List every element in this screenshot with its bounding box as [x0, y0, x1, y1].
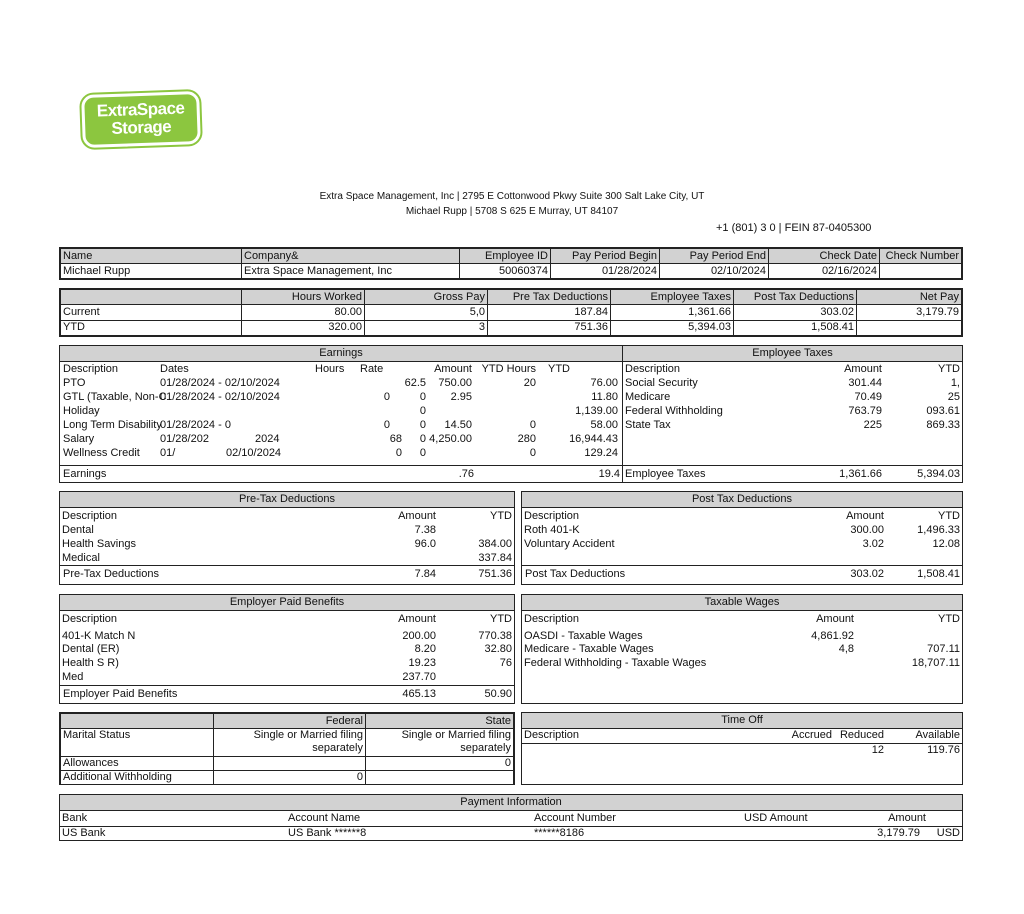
tax-col-header: Amount	[844, 363, 882, 375]
summary-header	[61, 290, 242, 305]
employee-info-table	[59, 247, 963, 280]
pretax-total-row: Pre-Tax Deductions 7.84 751.36	[60, 565, 514, 584]
tax-row: State Tax 225 869.33	[625, 419, 960, 431]
posttax-row: Roth 401-K 300.00 1,496.33	[524, 524, 960, 536]
summary-header: Post Tax Deductions	[734, 290, 857, 305]
pretax-row: Dental 7.38	[62, 524, 436, 536]
earnings-row: Salary 01/28/202 2024 68 0 4,250.00 280 16,944.43	[63, 433, 618, 445]
info-header: Check Number	[880, 249, 962, 264]
company-address: Extra Space Management, Inc | 2795 E Cottonwood Pkwy Suite 300 Salt Lake City, UT	[319, 191, 705, 202]
pay-summary-table	[59, 288, 963, 337]
info-header: Name	[61, 249, 242, 264]
summary-cell: 5,394.03	[611, 320, 734, 335]
summary-header: Hours Worked	[242, 290, 365, 305]
summary-cell: 3	[365, 320, 488, 335]
withholding-row: Additional Withholding 0	[61, 771, 514, 785]
pretax-row: Medical 337.84	[62, 552, 512, 564]
tax-col-header: YTD	[938, 363, 960, 375]
pretax-row: Health Savings 96.0 384.00	[62, 538, 512, 550]
summary-cell: YTD	[61, 320, 242, 335]
withholding-section: Federal State Marital Status Single or Married filing separately Single or Married filing separately Allowances 0 Additional Withholding 0	[59, 712, 515, 785]
summary-cell: 1,508.41	[734, 320, 857, 335]
earnings-col-header: Description	[63, 363, 119, 375]
company-logo: ExtraSpace Storage	[81, 91, 201, 148]
employer-total-row: Employer Paid Benefits 465.13 50.90	[60, 685, 514, 703]
taxes-total-row: Employee Taxes 1,361.66 5,394.03	[623, 465, 962, 484]
summary-cell: Current	[61, 305, 242, 320]
tax-col-header: Description	[625, 363, 681, 375]
posttax-title: Post Tax Deductions	[522, 492, 962, 508]
earnings-col-header: YTD	[548, 363, 570, 375]
info-header: Employee ID	[460, 249, 551, 264]
earnings-taxes-section	[59, 345, 963, 483]
employee-taxes-list	[623, 363, 962, 433]
earnings-total-row: Earnings .76 19.4	[60, 465, 622, 484]
summary-cell: 303.02	[734, 305, 857, 320]
summary-header: Pre Tax Deductions	[488, 290, 611, 305]
earnings-list	[60, 363, 620, 461]
posttax-total-row: Post Tax Deductions 303.02 1,508.41	[522, 565, 962, 584]
employer-row: 401-K Match N 200.00 770.38	[62, 630, 512, 642]
posttax-row: Voluntary Accident 3.02 12.08	[524, 538, 960, 550]
info-header: Pay Period End	[660, 249, 769, 264]
earnings-row: PTO 01/28/2024 - 02/10/2024 62.5 750.00 20 76.00	[63, 377, 618, 389]
summary-cell: 320.00	[242, 320, 365, 335]
info-header: Company&	[242, 249, 460, 264]
summary-header: Gross Pay	[365, 290, 488, 305]
info-value: Extra Space Management, Inc	[242, 264, 460, 279]
tax-row: Federal Withholding 763.79 093.61	[625, 405, 960, 417]
earnings-row: GTL (Taxable, Non-C 01/28/2024 - 02/10/2024 0 0 2.95 11.80	[63, 391, 618, 403]
info-value: 01/28/2024	[551, 264, 660, 279]
earnings-col-header: Hours	[315, 363, 345, 375]
employee-address: Michael Rupp | 5708 S 625 E Murray, UT 84107	[405, 206, 619, 217]
earnings-col-header: Amount	[434, 363, 472, 375]
tax-row: Social Security 301.44 1,	[625, 377, 960, 389]
info-header: Check Date	[769, 249, 880, 264]
info-value: 02/16/2024	[769, 264, 880, 279]
employer-benefits-section: Employer Paid Benefits Description Amount YTD 401-K Match N 200.00 770.38 Dental (ER) 8.20 32.80 Health S R) 19.23 76 Med 237.70 Employer Paid Benefits 465.13 50.90	[59, 594, 515, 704]
earnings-col-header: YTD Hours	[481, 363, 536, 375]
info-value: Michael Rupp	[61, 264, 242, 279]
taxable-row: Federal Withholding - Taxable Wages 18,707.11	[524, 657, 960, 669]
time-off-title: Time Off	[522, 713, 962, 729]
summary-cell	[857, 320, 962, 335]
taxable-wages-section: Taxable Wages Description Amount YTD OASDI - Taxable Wages 4,861.92 Medicare - Taxable Wages 4,8 707.11 Federal Withholding - Taxable Wages 18,707.11	[521, 594, 963, 704]
earnings-row: Long Term Disability 01/28/2024 - 0 0 0 14.50 0 58.00	[63, 419, 618, 431]
info-header: Pay Period Begin	[551, 249, 660, 264]
summary-cell: 187.84	[488, 305, 611, 320]
payment-title: Payment Information	[60, 795, 962, 811]
employer-row: Med 237.70	[62, 671, 436, 683]
pretax-deductions-section: Pre-Tax Deductions Description Amount YTD Dental 7.38 Health Savings 96.0 384.00 Medical 337.84 Pre-Tax Deductions 7.84 751.36	[59, 491, 515, 585]
summary-cell: 3,179.79	[857, 305, 962, 320]
pretax-title: Pre-Tax Deductions	[60, 492, 514, 508]
summary-cell: 80.00	[242, 305, 365, 320]
taxable-row: OASDI - Taxable Wages 4,861.92	[524, 630, 854, 642]
time-off-row: 12 119.76	[871, 744, 960, 756]
earnings-title: Earnings	[60, 346, 623, 361]
info-value: 02/10/2024	[660, 264, 769, 279]
earnings-col-header: Rate	[360, 363, 384, 375]
earnings-col-header: Dates	[160, 363, 189, 375]
earnings-row: Wellness Credit 01/ 02/10/2024 0 0 0 129.24	[63, 447, 618, 459]
employee-taxes-title: Employee Taxes	[752, 347, 833, 359]
taxable-title: Taxable Wages	[522, 595, 962, 611]
summary-cell: 751.36	[488, 320, 611, 335]
employer-title: Employer Paid Benefits	[60, 595, 514, 611]
earnings-row: Holiday 0 1,139.00	[63, 405, 618, 417]
payment-row: US Bank US Bank ******8 ******8186 3,179.79 USD	[62, 827, 960, 839]
summary-cell: 1,361.66	[611, 305, 734, 320]
taxable-row: Medicare - Taxable Wages 4,8 707.11	[524, 643, 960, 655]
posttax-deductions-section: Post Tax Deductions Description Amount YTD Roth 401-K 300.00 1,496.33 Voluntary Accident 3.02 12.08 Post Tax Deductions 303.02 1,508.41	[521, 491, 963, 585]
info-value	[880, 264, 962, 279]
withholding-row: Marital Status Single or Married filing separately Single or Married filing separately	[61, 729, 514, 757]
tax-row: Medicare 70.49 25	[625, 391, 960, 403]
summary-header: Net Pay	[857, 290, 962, 305]
payment-info-section: Payment Information Bank Account Name Account Number USD Amount Amount US Bank US Bank ******8 ******8186 3,179.79 USD	[59, 794, 963, 841]
withholding-row: Allowances 0	[61, 757, 514, 771]
summary-header: Employee Taxes	[611, 290, 734, 305]
phone-fein: +1 (801) 3 0 | FEIN 87-0405300	[716, 222, 872, 234]
summary-cell: 5,0	[365, 305, 488, 320]
time-off-section: Time Off Description Accrued Reduced Available 12 119.76	[521, 712, 963, 785]
info-value: 50060374	[460, 264, 551, 279]
employer-row: Health S R) 19.23 76	[62, 657, 512, 669]
employer-row: Dental (ER) 8.20 32.80	[62, 643, 512, 655]
